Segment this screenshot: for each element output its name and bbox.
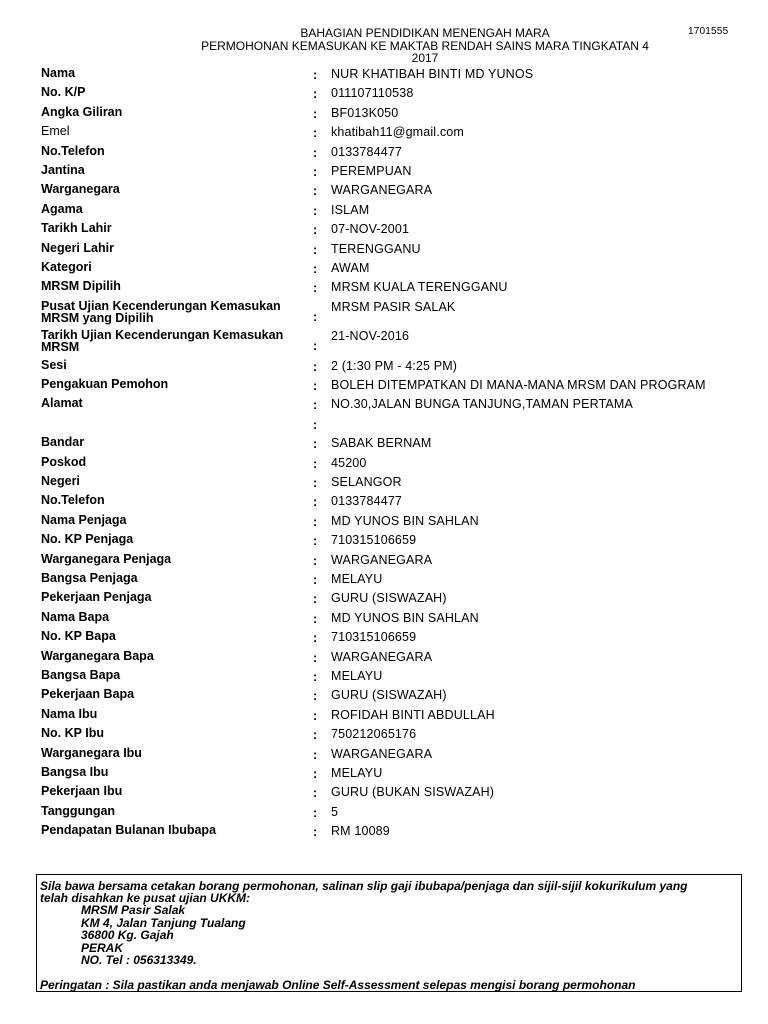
form-row — [41, 747, 741, 766]
field-label: Agama — [41, 201, 83, 216]
field-label: Poskod — [41, 454, 87, 469]
field-separator: : — [313, 145, 318, 160]
field-label: Warganegara Bapa — [41, 648, 154, 663]
form-row — [41, 145, 741, 164]
field-value: RM 10089 — [331, 824, 390, 839]
form-row — [41, 203, 741, 222]
field-label: Alamat — [41, 396, 83, 411]
form-row — [41, 727, 741, 746]
form-row — [41, 280, 741, 299]
field-separator: : — [313, 786, 318, 801]
field-label: Tarikh Lahir — [41, 221, 112, 236]
field-separator: : — [313, 164, 318, 179]
test-center-address — [40, 904, 738, 967]
form-row — [41, 572, 741, 591]
notice-instruction-line2: telah disahkan ke pusat ujian UKKM: — [40, 891, 251, 905]
field-separator: : — [313, 223, 318, 238]
address-line: MRSM Pasir Salak — [81, 903, 186, 917]
field-label: No. KP Bapa — [41, 629, 116, 644]
field-separator: : — [313, 825, 318, 840]
form-row — [41, 67, 741, 86]
field-label: Nama Ibu — [41, 706, 98, 721]
field-value: SELANGOR — [331, 475, 402, 490]
header-year: 2017 — [411, 51, 439, 65]
form-row — [41, 300, 741, 330]
field-separator: : — [313, 281, 318, 296]
field-value: 2 (1:30 PM - 4:25 PM) — [331, 358, 458, 373]
field-label: Bandar — [41, 435, 85, 450]
form-row — [41, 164, 741, 183]
field-value: GURU (BUKAN SISWAZAH) — [331, 785, 495, 800]
field-value: 710315106659 — [331, 533, 417, 548]
field-separator: : — [313, 379, 318, 394]
field-value: MD YUNOS BIN SAHLAN — [331, 610, 479, 625]
address-line: PERAK — [81, 940, 124, 955]
address-phone: NO. Tel : 056313349. — [81, 953, 197, 967]
field-label: Nama Bapa — [41, 609, 110, 624]
field-value: NUR KHATIBAH BINTI MD YUNOS — [331, 67, 534, 81]
field-separator: : — [313, 126, 318, 141]
form-row — [41, 417, 741, 436]
form-row — [41, 708, 741, 727]
field-separator: : — [313, 68, 318, 82]
field-label: No. KP Penjaga — [41, 532, 134, 547]
reference-number: 1701555 — [688, 26, 729, 37]
form-row — [41, 591, 741, 610]
notice-instruction-line1: Sila bawa bersama cetakan borang permohonan, salinan slip gaji ibubapa/penjaga dan sijil-sijil kokurikulum yang — [40, 879, 688, 893]
field-label: Pekerjaan Ibu — [41, 784, 123, 799]
field-value: WARGANEGARA — [331, 746, 433, 761]
field-value: MRSM PASIR SALAK — [331, 299, 456, 314]
form-row — [41, 222, 741, 241]
header-title: PERMOHONAN KEMASUKAN KE MAKTAB RENDAH SAINS MARA TINGKATAN 4 — [201, 38, 649, 53]
field-separator: : — [313, 669, 318, 684]
field-value: MRSM KUALA TERENGGANU — [331, 280, 508, 295]
field-separator: : — [313, 631, 318, 646]
form-row — [41, 611, 741, 630]
form-row — [41, 785, 741, 804]
field-label: Sesi — [41, 357, 67, 372]
field-label: Bangsa Bapa — [41, 667, 121, 682]
form-row — [41, 106, 741, 125]
form-row — [41, 242, 741, 261]
field-value: WARGANEGARA — [331, 183, 433, 198]
field-separator: : — [313, 106, 318, 121]
header-agency: BAHAGIAN PENDIDIKAN MENENGAH MARA — [300, 26, 550, 40]
field-separator: : — [313, 476, 318, 491]
field-label: No. KP Ibu — [41, 726, 104, 741]
field-separator: : — [313, 359, 318, 374]
field-label: Angka Giliran — [41, 104, 123, 119]
field-separator: : — [313, 417, 318, 432]
field-value: khatibah11@gmail.com — [331, 125, 464, 140]
field-label: Warganegara Ibu — [41, 745, 142, 760]
document-header — [150, 27, 700, 65]
field-value: BF013K050 — [331, 105, 399, 120]
field-label: Pendapatan Bulanan Ibubapa — [41, 823, 217, 838]
field-separator: : — [313, 456, 318, 471]
field-separator: : — [313, 309, 318, 324]
field-separator: : — [313, 708, 318, 723]
form-row — [41, 378, 741, 397]
field-value: MELAYU — [331, 668, 383, 683]
form-row — [41, 397, 741, 416]
form-row — [41, 824, 741, 843]
application-form — [41, 67, 741, 843]
field-label: Tarikh Ujian Kecenderungan Kemasukan MRSM — [41, 328, 284, 355]
form-row — [41, 329, 741, 359]
field-value: 750212065176 — [331, 727, 417, 742]
field-label: Warganegara Penjaga — [41, 551, 172, 566]
field-label: Tanggungan — [41, 803, 116, 818]
field-value: TERENGGANU — [331, 241, 421, 256]
form-row — [41, 359, 741, 378]
field-separator: : — [313, 650, 318, 665]
field-separator: : — [313, 728, 318, 743]
field-value: BOLEH DITEMPATKAN DI MANA-MANA MRSM DAN PROGRAM — [331, 378, 706, 393]
field-label: Pekerjaan Bapa — [41, 687, 135, 702]
field-separator: : — [313, 339, 318, 354]
form-row — [41, 86, 741, 105]
form-row — [41, 261, 741, 280]
field-separator: : — [313, 184, 318, 199]
field-value: GURU (SISWAZAH) — [331, 591, 447, 606]
field-value: AWAM — [331, 260, 370, 275]
field-separator: : — [313, 805, 318, 820]
field-value: NO.30,JALAN BUNGA TANJUNG,TAMAN PERTAMA — [331, 397, 633, 412]
field-separator: : — [313, 766, 318, 781]
field-label: Emel — [41, 124, 70, 139]
field-label: No. K/P — [41, 85, 86, 100]
field-separator: : — [313, 87, 318, 102]
field-label: Warganegara — [41, 182, 120, 197]
field-label: MRSM Dipilih — [41, 279, 121, 294]
field-value: SABAK BERNAM — [331, 436, 432, 451]
form-row — [41, 688, 741, 707]
form-row — [41, 766, 741, 785]
form-row — [41, 805, 741, 824]
field-separator: : — [313, 534, 318, 549]
field-label: Nama Penjaga — [41, 512, 127, 527]
field-separator: : — [313, 689, 318, 704]
form-row — [41, 494, 741, 513]
field-label: Pengakuan Pemohon — [41, 377, 169, 392]
field-value: 5 — [331, 804, 339, 819]
form-row — [41, 533, 741, 552]
field-label: No.Telefon — [41, 493, 105, 508]
field-separator: : — [313, 553, 318, 568]
field-separator: : — [313, 242, 318, 257]
field-separator: : — [313, 592, 318, 607]
form-row — [41, 553, 741, 572]
field-label: Bangsa Penjaga — [41, 570, 138, 585]
field-value: 011107110538 — [331, 86, 414, 101]
field-value: WARGANEGARA — [331, 649, 433, 664]
form-row — [41, 475, 741, 494]
field-separator: : — [313, 611, 318, 626]
field-label: Jantina — [41, 162, 85, 177]
form-row — [41, 514, 741, 533]
field-value: MELAYU — [331, 571, 383, 586]
field-label: Negeri — [41, 474, 80, 489]
field-value: WARGANEGARA — [331, 552, 433, 567]
field-value: 710315106659 — [331, 630, 417, 645]
field-label: Pusat Ujian Kecenderungan Kemasukan MRSM yang Dipilih — [41, 298, 281, 325]
field-separator: : — [313, 747, 318, 762]
field-value: GURU (SISWAZAH) — [331, 688, 447, 703]
form-row — [41, 630, 741, 649]
address-line: 36800 Kg. Gajah — [81, 928, 174, 942]
field-label: Nama — [41, 66, 76, 80]
field-separator: : — [313, 203, 318, 218]
field-separator: : — [313, 495, 318, 510]
field-value: 07-NOV-2001 — [331, 222, 410, 237]
field-value: 21-NOV-2016 — [331, 329, 410, 344]
field-value: MD YUNOS BIN SAHLAN — [331, 513, 479, 528]
form-row — [41, 125, 741, 144]
form-row — [41, 436, 741, 455]
address-line: KM 4, Jalan Tanjung Tualang — [81, 915, 246, 930]
field-label: Kategori — [41, 259, 92, 274]
form-row — [41, 650, 741, 669]
field-value: 0133784477 — [331, 144, 403, 159]
field-label: No.Telefon — [41, 143, 105, 158]
field-value: ISLAM — [331, 202, 370, 217]
field-value: 0133784477 — [331, 494, 403, 509]
field-separator: : — [313, 572, 318, 587]
form-row — [41, 669, 741, 688]
notice-warning: Peringatan : Sila pastikan anda menjawab Online Self-Assessment selepas mengisi borang permohonan — [40, 978, 636, 992]
field-separator: : — [313, 261, 318, 276]
field-separator: : — [313, 398, 318, 413]
notice-box — [36, 874, 742, 992]
field-separator: : — [313, 437, 318, 452]
field-value: ROFIDAH BINTI ABDULLAH — [331, 707, 495, 722]
field-value: 45200 — [331, 455, 367, 470]
field-label: Bangsa Ibu — [41, 764, 109, 779]
field-value: MELAYU — [331, 765, 383, 780]
field-label: Pekerjaan Penjaga — [41, 590, 152, 605]
form-row — [41, 183, 741, 202]
field-label: Negeri Lahir — [41, 240, 114, 255]
form-row — [41, 456, 741, 475]
field-separator: : — [313, 514, 318, 529]
field-value: PEREMPUAN — [331, 163, 412, 178]
